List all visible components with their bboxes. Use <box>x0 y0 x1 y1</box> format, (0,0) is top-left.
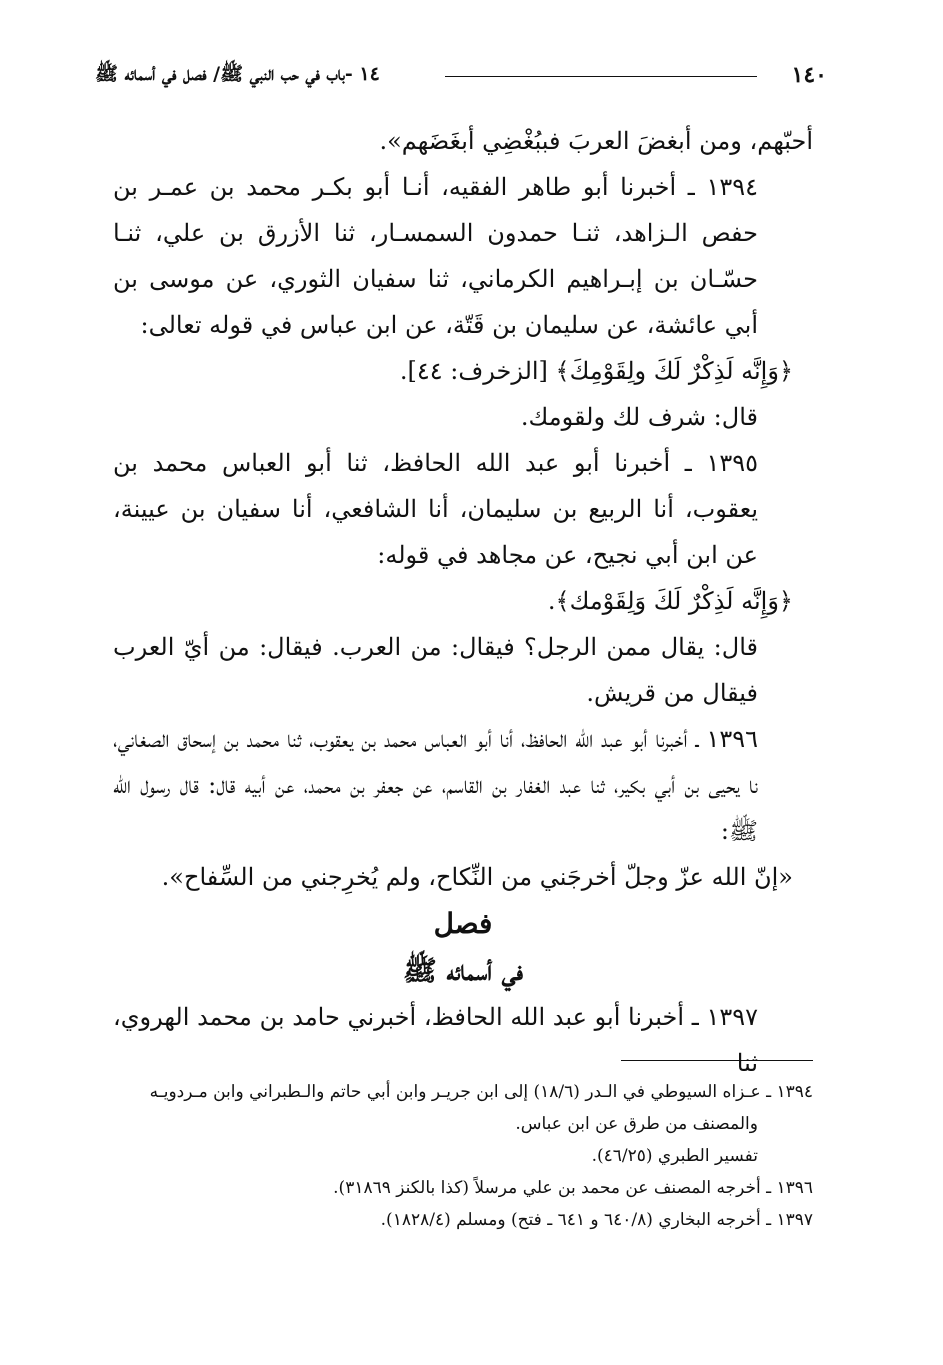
section-subheading: في أسمائه ﷺ <box>403 954 523 987</box>
page-header <box>95 62 827 94</box>
hadith-1396: ١٣٩٦ ـ أخبرنا أبو عبد الله الحافظ، أنا أبو العباس محمد بن يعقوب، ثنا محمد بن إسحاق الصغاني، نا يحيى بن أبي بكير، ثنا عبد الغفار بن القاسم، عن جعفر بن محمد، عن أبيه قال: قال رسول الله ﷺ: <box>113 725 758 845</box>
main-text <box>113 118 813 1086</box>
footnote-1396: ١٣٩٦ ـ أخرجه المصنف عن محمد بن علي مرسلاً (كذا بالكنز ٣١٨٦٩). <box>333 1178 813 1198</box>
page-number: ١٤٠ <box>791 62 827 88</box>
answer-1395: قال: يقال ممن الرجل؟ فيقال: من العرب. فيقال: من أيّ العرب فيقال من قريش. <box>113 633 758 707</box>
footnote-1394: ١٣٩٤ ـ عـزاه السيوطي في الـدر (١٨/٦) إلى ابن جريـر وابن أبي حاتم والـطبراني وابن مـردويـه <box>149 1082 813 1102</box>
prophetic-quote-1396: «إنّ الله عزّ وجلّ أخرجَني من النِّكاح، ولم يُخرِجني من السِّفاح». <box>161 863 793 891</box>
footnote-rule <box>621 1060 813 1061</box>
running-title: ١٤ -باب في حب النبي ﷺ/ فصل في أسمائه ﷺ <box>95 63 380 85</box>
footnote-1394-tafsir: تفسير الطبري (٤٦/٢٥). <box>591 1146 758 1166</box>
footnotes <box>113 1076 813 1236</box>
header-rule <box>445 76 757 77</box>
footnote-1397: ١٣٩٧ ـ أخرجه البخاري (٦٤٠/٨ و ٦٤١ ـ فتح) ومسلم (١٨٢٨/٤). <box>380 1210 813 1230</box>
footnote-1394-cont: والمصنف من طرق عن ابن عباس. <box>515 1114 758 1134</box>
hadith-1394: ١٣٩٤ ـ أخبرنا أبو طاهر الفقيه، أنـا أبو بكـر محمد بن عمـر بن حفص الـزاهد، ثنـا حمدون السمسـار، ثنا الأزرق بن علي، ثنـا حسّـان بن إبـراهيم الكرماني، ثنا سفيان الثوري، عن موسى بن أبي عائشة، عن سليمان بن قَتّة، عن ابن عباس في قوله تعالى: <box>113 173 758 339</box>
continuation-line: أحبّهم، ومن أبغضَ العربَ فببُغْضِي أبغَضَهم». <box>379 127 813 155</box>
hadith-1395: ١٣٩٥ ـ أخبرنا أبو عبد الله الحافظ، ثنا أبو العباس محمد بن يعقوب، أنا الربيع بن سليمان، أنا الشافعي، أنا سفيان بن عيينة، عن ابن أبي نجيح، عن مجاهد في قوله: <box>113 449 759 569</box>
section-heading: فصل <box>433 907 493 940</box>
quran-quote-1395: ﴿وَإِنَّه لَذِكْرٌ لَكَ وَلِقَوْمك﴾. <box>547 587 793 615</box>
answer-1394: قال: شرف لك ولقومك. <box>520 403 758 431</box>
quran-quote-1394: ﴿وَإِنَّه لَذِكْرٌ لَكَ ولِقَوْمِكَ﴾ [الزخرف: ٤٤]. <box>399 357 793 385</box>
hadith-1397: ١٣٩٧ ـ أخبرنا أبو عبد الله الحافظ، أخبرني حامد بن محمد الهروي، ثنا <box>113 1003 758 1077</box>
